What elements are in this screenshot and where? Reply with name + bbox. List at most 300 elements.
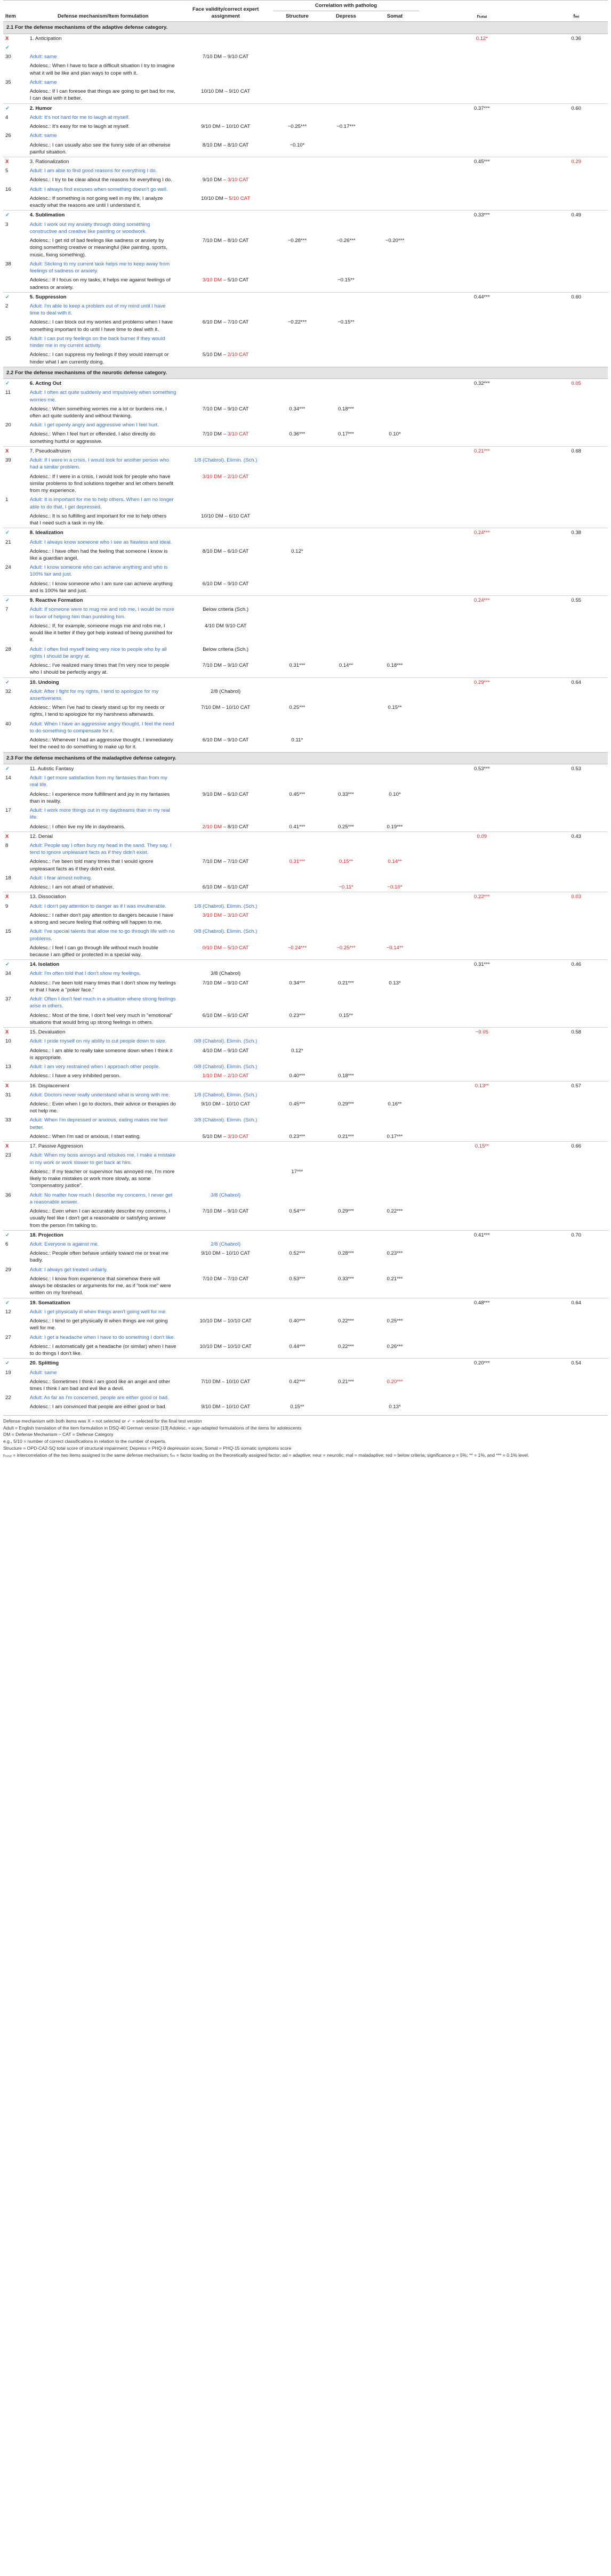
f-ml-value: 0.66 xyxy=(544,1142,608,1151)
structure-corr: 0.11* xyxy=(291,737,303,744)
item-row xyxy=(3,736,608,752)
depress-corr xyxy=(321,350,371,367)
structure-corr xyxy=(273,579,322,596)
mechanism-name: 7. Pseudoaltruism xyxy=(28,446,179,456)
adult-formulation: Adult: Often I don't feel much in a situation where strong feelings arise in others. xyxy=(29,996,176,1010)
adult-formulation: Adult: After I fight for my rights, I tend to apologize for my assertiveness. xyxy=(29,688,159,701)
face-validity: 9/10 DM – 10/10 CAT xyxy=(201,1404,251,1410)
mechanism-name: 13. Dissociation xyxy=(28,892,179,902)
face-validity: 7/10 DM – 8/10 CAT xyxy=(202,238,249,244)
mechanism-name: 9. Reactive Formation xyxy=(28,596,179,605)
structure-corr: 0.23*** xyxy=(289,1133,306,1140)
r-total-value: 0.44*** xyxy=(419,292,544,302)
somat-corr xyxy=(371,1011,420,1028)
item-number: 24 xyxy=(5,564,11,571)
depress-corr xyxy=(321,1191,371,1207)
depress-corr xyxy=(321,720,371,736)
structure-corr xyxy=(273,1151,322,1167)
structure-corr xyxy=(273,902,322,911)
adolescent-formulation: Adolesc.: I automatically get a headache (or similar) when I have to do things I don't like. xyxy=(29,1343,176,1357)
depress-corr xyxy=(321,113,371,122)
adolescent-formulation: Adolesc.: Even when I go to doctors, their advice or therapies do not help me. xyxy=(29,1101,176,1115)
f-ml-value: 0.54 xyxy=(544,1359,608,1368)
somat-corr xyxy=(371,687,420,703)
item-number xyxy=(3,1046,28,1062)
somat-corr xyxy=(371,472,420,496)
face-validity: 0/10 DM – 5/10 CAT xyxy=(202,944,249,951)
cross-icon: X xyxy=(3,34,28,43)
depress-corr: −0.25*** xyxy=(336,944,356,951)
item-row xyxy=(3,720,608,736)
mechanism-name: 10. Undoing xyxy=(28,677,179,687)
adult-formulation: Adult: I always find excuses when something doesn't go well. xyxy=(29,186,168,192)
depress-corr: 0.21*** xyxy=(337,1378,354,1385)
depress-corr xyxy=(321,687,371,703)
structure-corr xyxy=(273,911,322,927)
somat-corr: 0.16** xyxy=(388,1101,402,1107)
item-row xyxy=(3,1100,608,1116)
r-total-value: 0.48*** xyxy=(419,1298,544,1307)
face-validity xyxy=(179,260,273,276)
face-validity: 3/8 (Chabrol) xyxy=(211,971,241,977)
item-row xyxy=(3,430,608,446)
mechanism-name: 15. Devaluation xyxy=(28,1028,179,1037)
item-row xyxy=(3,1062,608,1071)
structure-corr xyxy=(273,1037,322,1046)
adult-formulation: Adult: I don't pay attention to danger as if I was invulnerable. xyxy=(29,903,166,909)
mechanism-row xyxy=(3,1028,608,1037)
adolescent-formulation: Adolesc.: I've realized many times that I'm very nice to people who I should be perfectly angry at. xyxy=(29,663,170,676)
structure-corr xyxy=(273,472,322,496)
footnote-line: Structure = OPD-CA2-SQ total score of structural impairment; Depress = PHQ-9 depression score; Somat = PHQ-15 somatic symptoms score xyxy=(3,1446,292,1451)
depress-corr xyxy=(321,1037,371,1046)
face-validity: 10/10 DM – 5/10 CAT xyxy=(201,195,251,201)
item-row xyxy=(3,1393,608,1402)
somat-corr xyxy=(371,621,420,645)
adult-formulation: Adult: When my boss annoys and rebukes me, I make a mistake in my work or work slower to get back at him. xyxy=(29,1152,176,1166)
depress-corr xyxy=(321,579,371,596)
depress-corr xyxy=(321,773,371,789)
depress-corr xyxy=(321,1240,371,1249)
item-number xyxy=(3,1317,28,1333)
structure-corr xyxy=(273,166,322,175)
mechanism-row xyxy=(3,1298,608,1307)
face-validity xyxy=(179,806,273,822)
face-validity: 7/10 DM – 7/10 CAT xyxy=(202,859,249,865)
somat-corr xyxy=(371,902,420,911)
face-validity: 9/10 DM – 3/10 CAT xyxy=(202,177,249,183)
face-validity xyxy=(179,563,273,579)
face-validity: 7/10 DM – 9/10 CAT xyxy=(202,663,249,669)
somat-corr xyxy=(371,175,420,184)
adult-formulation: Adult: same xyxy=(29,79,57,85)
item-row xyxy=(3,78,608,87)
item-number xyxy=(3,1402,28,1411)
check-icon: ✓ xyxy=(3,764,28,773)
depress-corr xyxy=(321,995,371,1011)
item-number: 35 xyxy=(5,79,11,85)
mechanism-row xyxy=(3,892,608,902)
item-row xyxy=(3,276,608,292)
mechanism-name: 18. Projection xyxy=(28,1230,179,1240)
item-row xyxy=(3,1191,608,1207)
somat-corr xyxy=(371,547,420,563)
somat-corr xyxy=(371,166,420,175)
face-validity: 6/10 DM – 6/10 CAT xyxy=(202,1012,249,1019)
depress-corr: 0.17*** xyxy=(337,431,354,438)
structure-corr: −0.24*** xyxy=(287,944,307,951)
r-total-value: 0.32*** xyxy=(419,379,544,389)
check-icon: ✓ xyxy=(3,1230,28,1240)
face-validity xyxy=(179,131,273,140)
cross-icon: X xyxy=(3,1081,28,1091)
adult-formulation: Adult: Doctors never really understand what is wrong with me. xyxy=(29,1092,170,1098)
structure-corr xyxy=(273,538,322,547)
item-row xyxy=(3,166,608,175)
adult-formulation: Adult: same xyxy=(29,1369,57,1376)
item-row xyxy=(3,969,608,978)
adolescent-formulation: Adolesc.: It's easy for me to laugh at myself. xyxy=(29,124,130,130)
depress-corr xyxy=(321,874,371,883)
somat-corr xyxy=(371,194,420,211)
item-row xyxy=(3,334,608,350)
item-number: 4 xyxy=(5,114,9,120)
item-row xyxy=(3,857,608,873)
item-row xyxy=(3,220,608,236)
somat-corr xyxy=(371,1151,420,1167)
depress-corr: 0.25*** xyxy=(337,823,354,830)
item-row xyxy=(3,1249,608,1265)
item-number xyxy=(3,579,28,596)
adolescent-formulation: Adolesc.: Most of the time, I don't feel very much in "emotional" situations that would bring up strong feelings in others. xyxy=(29,1012,173,1025)
item-number: 3 xyxy=(5,221,9,228)
depress-corr xyxy=(321,538,371,547)
somat-corr: 0.13* xyxy=(389,980,401,986)
item-row xyxy=(3,194,608,211)
adult-formulation: Adult: I get physically ill when things aren't going well for me. xyxy=(29,1309,167,1315)
depress-corr xyxy=(321,1167,371,1191)
item-row xyxy=(3,1265,608,1274)
face-validity xyxy=(179,334,273,350)
depress-corr xyxy=(321,1091,371,1100)
depress-corr xyxy=(321,1151,371,1167)
r-total-value: 0.53*** xyxy=(419,764,544,773)
adult-formulation: Adult: same xyxy=(29,54,57,60)
somat-corr xyxy=(371,495,420,511)
r-total-value: 0.24*** xyxy=(419,596,544,605)
item-row xyxy=(3,113,608,122)
item-number xyxy=(3,1207,28,1230)
depress-corr: 0.29*** xyxy=(337,1208,354,1215)
f-ml-value: 0.38 xyxy=(544,528,608,538)
item-number: 6 xyxy=(5,1241,9,1247)
item-number xyxy=(3,1011,28,1028)
item-number xyxy=(3,175,28,184)
f-ml-value: 0.43 xyxy=(544,831,608,841)
f-ml-value: 0.60 xyxy=(544,292,608,302)
adolescent-formulation: Adolesc.: People often behave unfairly toward me or treat me badly. xyxy=(29,1250,169,1264)
section-header xyxy=(3,367,608,378)
item-row xyxy=(3,87,608,103)
face-validity xyxy=(179,1167,273,1191)
item-row xyxy=(3,703,608,719)
item-number xyxy=(3,194,28,211)
somat-corr: 0.10* xyxy=(389,791,401,797)
item-row xyxy=(3,1046,608,1062)
f-ml-value: 0.64 xyxy=(544,677,608,687)
face-validity: 7/10 DM – 9/10 CAT xyxy=(202,54,249,60)
somat-corr: −0.20*** xyxy=(385,238,405,244)
section-title: 2.2 For the defense mechanisms of the neurotic defense category. xyxy=(3,367,608,378)
f-ml-value: 0.58 xyxy=(544,1028,608,1037)
somat-corr xyxy=(371,421,420,430)
check-icon: ✓ xyxy=(3,103,28,113)
somat-corr xyxy=(371,122,420,131)
depress-corr xyxy=(321,645,371,661)
depress-corr xyxy=(321,302,371,318)
header-depress: Depress xyxy=(321,11,371,22)
mechanism-row xyxy=(3,596,608,605)
adolescent-formulation: Adolesc.: I rather don't pay attention to dangers because I have a strong and secure feeling that nothing will happen to me. xyxy=(29,912,173,926)
face-validity: 9/10 DM – 10/10 CAT xyxy=(201,1101,251,1107)
footnote-line: Adult = English translation of the item formulation in DSQ-40 German version [13] Adolesc. = age-adapted formulations of the items for adolescents xyxy=(3,1425,302,1431)
item-row xyxy=(3,1377,608,1393)
header-somat: Somat xyxy=(371,11,420,22)
item-row xyxy=(3,911,608,927)
face-validity xyxy=(179,720,273,736)
item-number xyxy=(3,1132,28,1142)
r-total-value: 0.24*** xyxy=(419,528,544,538)
adult-formulation: Adult: I know someone who can achieve anything and who is 100% fair and just. xyxy=(29,564,168,578)
item-row xyxy=(3,1317,608,1333)
structure-corr xyxy=(273,927,322,943)
item-number: 21 xyxy=(5,539,11,545)
check-icon: ✓ xyxy=(3,596,28,605)
header-face-validity: Face validity/correct expert assignment xyxy=(179,1,273,22)
adolescent-formulation: Adolesc.: If something is not going well in my life, I analyze exactly what the reasons are until I understand it. xyxy=(29,195,163,209)
adolescent-formulation: Adolesc.: Even when I can accurately describe my concerns, I usually feel like I don't get a reasonable or satisfying answer from the person I'm talking to. xyxy=(29,1208,171,1229)
face-validity: 9/10 DM – 6/10 CAT xyxy=(202,791,249,797)
r-total-value: 0.15** xyxy=(419,1142,544,1151)
item-row xyxy=(3,883,608,892)
somat-corr xyxy=(371,1307,420,1317)
adult-formulation: Adult: I pride myself on my ability to cut people down to size. xyxy=(29,1038,167,1045)
item-row xyxy=(3,472,608,496)
face-validity: 4/10 DM 9/10 CAT xyxy=(204,623,247,629)
somat-corr xyxy=(371,260,420,276)
face-validity xyxy=(179,841,273,857)
depress-corr: 0.33*** xyxy=(337,1275,354,1282)
item-number: 34 xyxy=(5,971,11,977)
adolescent-formulation: Adolesc.: I have a very inhibited person. xyxy=(29,1073,120,1079)
structure-corr: 0.40*** xyxy=(289,1318,306,1325)
item-row xyxy=(3,350,608,367)
item-number: 28 xyxy=(5,646,11,652)
somat-corr: 0.25*** xyxy=(387,1318,403,1325)
somat-corr xyxy=(371,318,420,334)
somat-corr xyxy=(371,185,420,194)
adolescent-formulation xyxy=(28,43,179,52)
depress-corr xyxy=(321,911,371,927)
structure-corr xyxy=(273,78,322,87)
item-number xyxy=(3,621,28,645)
depress-corr xyxy=(321,927,371,943)
structure-corr xyxy=(273,1265,322,1274)
item-number xyxy=(3,122,28,131)
face-validity: 6/10 DM – 9/10 CAT xyxy=(202,737,249,744)
mechanism-row xyxy=(3,1359,608,1368)
face-validity: 3/10 DM – 5/10 CAT xyxy=(202,277,249,284)
somat-corr xyxy=(371,388,420,404)
structure-corr xyxy=(273,563,322,579)
item-number: 16 xyxy=(5,186,11,192)
item-row xyxy=(3,790,608,806)
depress-corr: 0.18*** xyxy=(337,1073,354,1079)
depress-corr xyxy=(321,52,371,61)
somat-corr xyxy=(371,911,420,927)
structure-corr xyxy=(273,1191,322,1207)
structure-corr xyxy=(273,773,322,789)
r-total-value: 0.22*** xyxy=(419,892,544,902)
adolescent-formulation: Adolesc.: I can usually also see the funny side of an otherwise painful situation. xyxy=(29,142,171,155)
face-validity: 10/10 DM – 9/10 CAT xyxy=(201,88,251,95)
f-ml-value: 0.29 xyxy=(544,157,608,166)
somat-corr: 0.15** xyxy=(388,705,402,711)
structure-corr: −0.22*** xyxy=(287,319,307,326)
somat-corr: 0.23*** xyxy=(387,1250,403,1257)
item-row xyxy=(3,1402,608,1411)
adult-formulation: Adult: People say I often bury my head in the sand. They say, I tend to ignore unpleasant facts as if they didn't exist. xyxy=(29,842,172,856)
mechanism-name: 19. Somatization xyxy=(28,1298,179,1307)
depress-corr xyxy=(321,1116,371,1132)
item-row xyxy=(3,1333,608,1342)
check-icon: ✓ xyxy=(3,292,28,302)
somat-corr xyxy=(371,220,420,236)
item-number xyxy=(3,430,28,446)
item-number xyxy=(3,911,28,927)
item-number xyxy=(3,883,28,892)
adult-formulation: Adult: It's not hard for me to laugh at myself. xyxy=(29,114,130,120)
header-f-ml: fₘₗ xyxy=(544,1,608,22)
depress-corr xyxy=(321,141,371,157)
face-validity: 0/8 (Chabrol). Elimin. (Sch.) xyxy=(194,1064,258,1070)
item-row xyxy=(3,1274,608,1298)
item-row xyxy=(3,421,608,430)
structure-corr xyxy=(273,276,322,292)
item-row xyxy=(3,495,608,511)
adolescent-formulation: Adolesc.: If my teacher or supervisor has annoyed me, I'm more likely to make mistakes or work more slowly, as some "compensatory justice". xyxy=(29,1168,175,1189)
cross-icon: X xyxy=(3,1028,28,1037)
depress-corr xyxy=(321,175,371,184)
depress-corr: 0.15** xyxy=(339,1012,353,1019)
face-validity xyxy=(179,302,273,318)
somat-corr xyxy=(371,969,420,978)
somat-corr xyxy=(371,720,420,736)
adult-formulation: Adult: I often act quite suddenly and impulsively when something worries me. xyxy=(29,390,176,403)
face-validity: 10/10 DM – 6/10 CAT xyxy=(201,513,251,519)
face-validity: 2/10 DM – 8/10 CAT xyxy=(202,823,249,830)
mechanism-name: 3. Rationalization xyxy=(28,157,179,166)
face-validity: 7/10 DM – 7/10 CAT xyxy=(202,1275,249,1282)
somat-corr xyxy=(371,276,420,292)
face-validity: 7/10 DM – 9/10 CAT xyxy=(202,406,249,412)
structure-corr: 0.23*** xyxy=(289,1012,306,1019)
item-row xyxy=(3,995,608,1011)
somat-corr xyxy=(371,334,420,350)
item-number xyxy=(3,141,28,157)
depress-corr: 0.21*** xyxy=(337,1133,354,1140)
depress-corr xyxy=(321,260,371,276)
item-number xyxy=(3,857,28,873)
structure-corr xyxy=(273,1091,322,1100)
item-row xyxy=(3,1307,608,1317)
item-number xyxy=(3,1342,28,1359)
item-row xyxy=(3,1011,608,1028)
item-number: 22 xyxy=(5,1395,11,1401)
somat-corr: 0.26*** xyxy=(387,1343,403,1350)
adolescent-formulation: Adolesc.: I know someone who I am sure can achieve anything and is 100% fair and just. xyxy=(29,580,173,594)
mechanism-name: 4. Sublimation xyxy=(28,211,179,220)
item-number: 30 xyxy=(5,54,11,60)
somat-corr xyxy=(371,1368,420,1377)
cross-icon: X xyxy=(3,446,28,456)
depress-corr xyxy=(321,87,371,103)
structure-corr xyxy=(273,806,322,822)
somat-corr xyxy=(371,456,420,472)
item-row xyxy=(3,1071,608,1081)
structure-corr xyxy=(273,1062,322,1071)
item-row xyxy=(3,236,608,260)
adolescent-formulation: Adolesc.: I try to be clear about the reasons for everything I do. xyxy=(29,177,172,183)
face-validity: Below criteria (Sch.) xyxy=(203,646,249,652)
item-number: 14 xyxy=(5,775,11,781)
adult-formulation: Adult: When I'm depressed or anxious, eating makes me feel better. xyxy=(29,1117,168,1130)
adult-formulation: Adult: I am able to find good reasons for everything I do. xyxy=(29,168,157,174)
somat-corr xyxy=(371,538,420,547)
item-number: 10 xyxy=(5,1038,11,1045)
mechanism-name: 16. Displacement xyxy=(28,1081,179,1091)
structure-corr xyxy=(273,995,322,1011)
section-title: 2.1 For the defense mechanisms of the adaptive defense category. xyxy=(3,22,608,34)
somat-corr xyxy=(371,645,420,661)
structure-corr xyxy=(273,334,322,350)
structure-corr xyxy=(273,260,322,276)
depress-corr xyxy=(321,841,371,857)
adolescent-formulation: Adolesc.: I am not afraid of whatever. xyxy=(29,884,114,891)
item-number xyxy=(3,350,28,367)
r-total-value: 0.31*** xyxy=(419,960,544,970)
r-total-value: 0.20*** xyxy=(419,1359,544,1368)
mechanism-row xyxy=(3,831,608,841)
structure-corr xyxy=(273,194,322,211)
f-ml-value: 0.49 xyxy=(544,211,608,220)
depress-corr xyxy=(321,456,371,472)
face-validity: 2/8 (Chabrol) xyxy=(211,688,241,695)
item-row xyxy=(3,563,608,579)
item-row xyxy=(3,122,608,131)
r-total-value: 0.13** xyxy=(419,1081,544,1091)
face-validity xyxy=(179,113,273,122)
adolescent-formulation: Adolesc.: I am able to really take someone down when I think it is appropriate. xyxy=(29,1047,173,1061)
structure-corr: −0.28*** xyxy=(287,238,307,244)
structure-corr xyxy=(273,388,322,404)
face-validity xyxy=(179,220,273,236)
depress-corr: 0.15** xyxy=(339,859,353,865)
face-validity: 10/10 DM – 10/10 CAT xyxy=(199,1343,252,1350)
face-validity: 7/10 DM – 9/10 CAT xyxy=(202,1208,249,1215)
f-ml-value: 0.57 xyxy=(544,1081,608,1091)
somat-corr xyxy=(371,52,420,61)
